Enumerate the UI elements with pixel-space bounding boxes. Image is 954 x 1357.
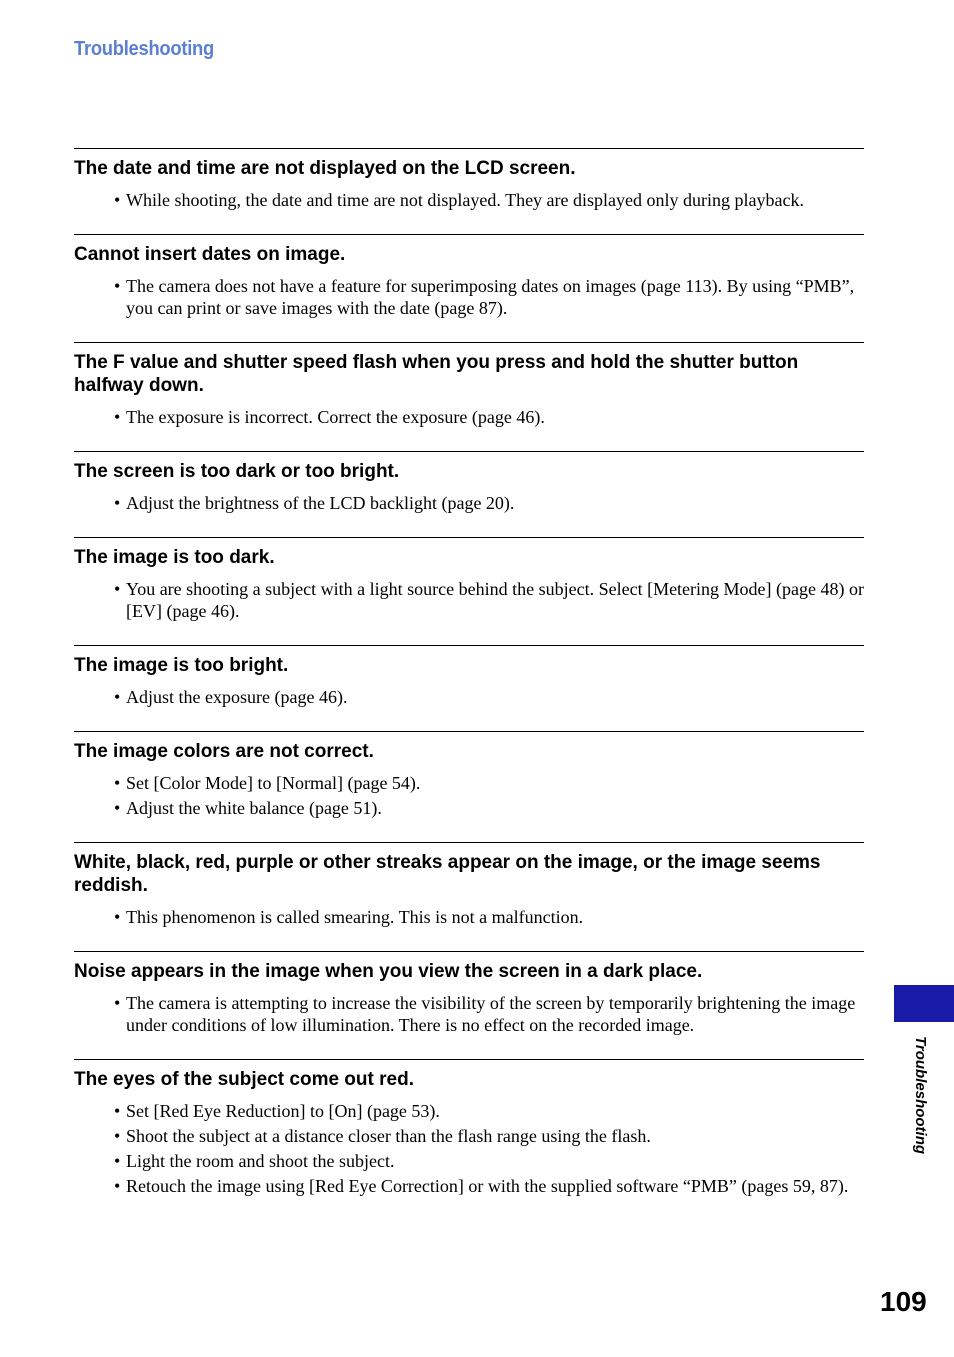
section-heading: The image is too dark. (74, 547, 275, 568)
page-header-title: Troubleshooting (74, 38, 214, 60)
bullet-item: • The camera is attempting to increase the visibility of the screen by temporarily brightening the image under conditions of low illumination. There is no effect on the recorded image. (74, 992, 864, 1036)
troubleshooting-section (74, 731, 864, 842)
bullet-item: • Adjust the brightness of the LCD backlight (page 20). (74, 492, 864, 514)
bullet-item: • Light the room and shoot the subject. (74, 1150, 864, 1172)
bullet-list (74, 992, 864, 1036)
troubleshooting-section (74, 645, 864, 731)
troubleshooting-section (74, 234, 864, 342)
bullet-list (74, 492, 864, 514)
bullet-item: • The camera does not have a feature for superimposing dates on images (page 113). By using “PMB”, you can print or save images with the date (page 87). (74, 275, 864, 319)
bullet-list (74, 772, 864, 819)
section-heading: The F value and shutter speed flash when you press and hold the shutter button halfway down. (74, 352, 799, 396)
bullet-list (74, 578, 864, 622)
bullet-item: • You are shooting a subject with a light source behind the subject. Select [Metering Mode] (page 48) or [EV] (page 46). (74, 578, 864, 622)
troubleshooting-section (74, 951, 864, 1059)
section-heading: Cannot insert dates on image. (74, 244, 346, 265)
bullet-item: • While shooting, the date and time are not displayed. They are displayed only during playback. (74, 189, 864, 211)
troubleshooting-section (74, 148, 864, 234)
section-heading: The image colors are not correct. (74, 741, 374, 762)
page-number: 109 (880, 1286, 927, 1317)
bullet-item: • Retouch the image using [Red Eye Correction] or with the supplied software “PMB” (pages 59, 87). (74, 1175, 864, 1197)
bullet-item: • Adjust the exposure (page 46). (74, 686, 864, 708)
bullet-list (74, 906, 864, 928)
section-heading: White, black, red, purple or other streaks appear on the image, or the image seems reddish. (74, 852, 821, 896)
bullet-item: • The exposure is incorrect. Correct the exposure (page 46). (74, 406, 864, 428)
bullet-list (74, 406, 864, 428)
bullet-list (74, 686, 864, 708)
section-heading: The image is too bright. (74, 655, 289, 676)
bullet-item: • Adjust the white balance (page 51). (74, 797, 864, 819)
troubleshooting-content (74, 148, 864, 1220)
bullet-list (74, 189, 864, 211)
section-heading: The screen is too dark or too bright. (74, 461, 400, 482)
troubleshooting-section (74, 842, 864, 951)
section-heading: The date and time are not displayed on the LCD screen. (74, 158, 576, 179)
troubleshooting-section (74, 451, 864, 537)
troubleshooting-section (74, 342, 864, 451)
bullet-item: • This phenomenon is called smearing. This is not a malfunction. (74, 906, 864, 928)
section-heading: The eyes of the subject come out red. (74, 1069, 414, 1090)
bullet-item: • Set [Color Mode] to [Normal] (page 54). (74, 772, 864, 794)
bullet-list (74, 1100, 864, 1197)
bullet-item: • Set [Red Eye Reduction] to [On] (page 53). (74, 1100, 864, 1122)
troubleshooting-section (74, 1059, 864, 1220)
section-heading: Noise appears in the image when you view the screen in a dark place. (74, 961, 703, 982)
side-tab-marker (894, 985, 954, 1022)
bullet-list (74, 275, 864, 319)
side-tab-label: Troubleshooting (912, 1036, 929, 1155)
bullet-item: • Shoot the subject at a distance closer than the flash range using the flash. (74, 1125, 864, 1147)
troubleshooting-section (74, 537, 864, 645)
